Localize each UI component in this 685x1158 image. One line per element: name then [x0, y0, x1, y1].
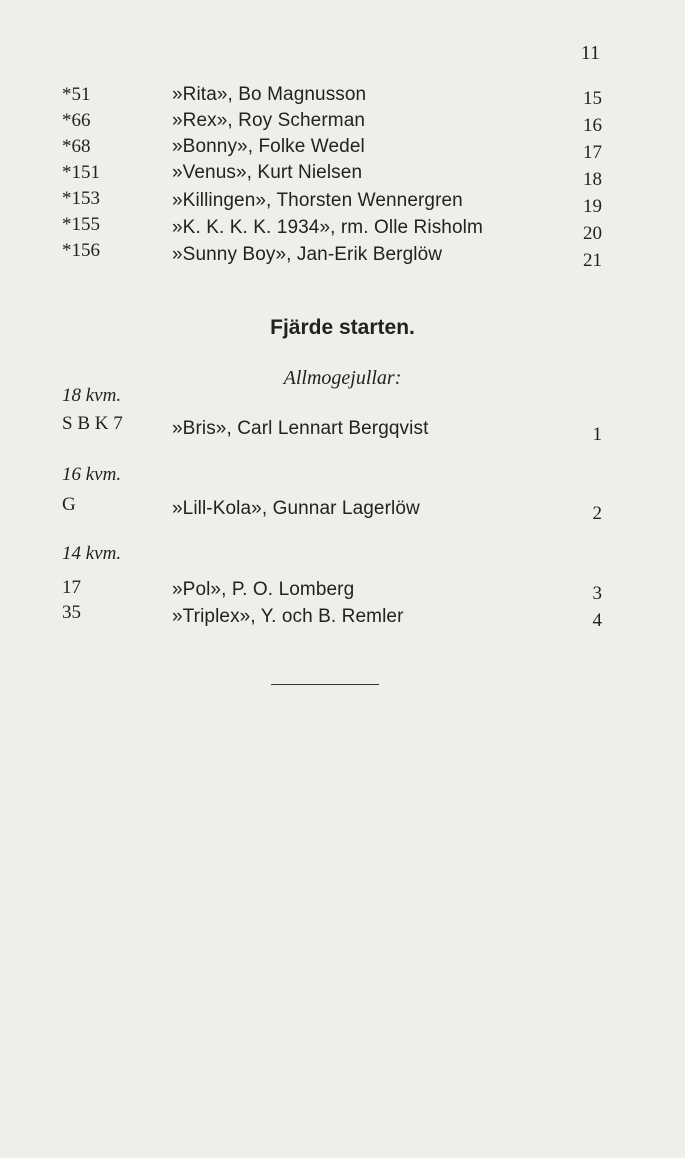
entry-number: *51	[62, 84, 91, 105]
class-label: 18 kvm.	[62, 385, 122, 406]
entry-boat-crew: »Lill-Kola», Gunnar Lagerlöw	[172, 498, 420, 519]
entry-place: 18	[583, 169, 602, 190]
entry-place: 2	[592, 503, 602, 524]
entry-boat-crew: »Rita», Bo Magnusson	[172, 84, 367, 105]
entry-number: 35	[62, 602, 81, 623]
class-label: 16 kvm.	[62, 464, 122, 485]
entry-place: 16	[583, 115, 602, 136]
entry-number: *151	[62, 162, 100, 183]
entry-number: 17	[62, 577, 81, 598]
entry-place: 19	[583, 196, 602, 217]
entry-place: 15	[583, 88, 602, 109]
entry-boat-crew: »Venus», Kurt Nielsen	[172, 162, 363, 183]
entry-place: 20	[583, 223, 602, 244]
entry-number: *155	[62, 214, 100, 235]
entry-boat-crew: »Rex», Roy Scherman	[172, 110, 366, 131]
entry-number: *66	[62, 110, 91, 131]
class-label: 14 kvm.	[62, 543, 122, 564]
entry-boat-crew: »Sunny Boy», Jan-Erik Berglöw	[172, 244, 443, 265]
entry-boat-crew: »Triplex», Y. och B. Remler	[172, 606, 404, 627]
section-heading: Fjärde starten.	[270, 316, 415, 339]
entry-number: *156	[62, 240, 100, 261]
page-number: 11	[580, 42, 600, 64]
entry-boat-crew: »Bonny», Folke Wedel	[172, 136, 365, 157]
entry-number: *68	[62, 136, 91, 157]
entry-place: 1	[592, 424, 602, 445]
entry-place: 17	[583, 142, 602, 163]
entry-number: *153	[62, 188, 100, 209]
entry-number: G	[62, 494, 76, 515]
entry-place: 3	[592, 583, 602, 604]
entry-boat-crew: »Killingen», Thorsten Wennergren	[172, 190, 463, 211]
entry-place: 21	[583, 250, 602, 271]
section-subheading: Allmogejullar:	[283, 367, 402, 389]
entry-place: 4	[592, 610, 602, 631]
end-rule	[271, 684, 379, 685]
entry-boat-crew: »Bris», Carl Lennart Bergqvist	[172, 418, 429, 439]
entry-number: S B K 7	[62, 413, 123, 434]
entry-boat-crew: »K. K. K. K. 1934», rm. Olle Risholm	[172, 217, 483, 238]
entry-boat-crew: »Pol», P. O. Lomberg	[172, 579, 355, 600]
